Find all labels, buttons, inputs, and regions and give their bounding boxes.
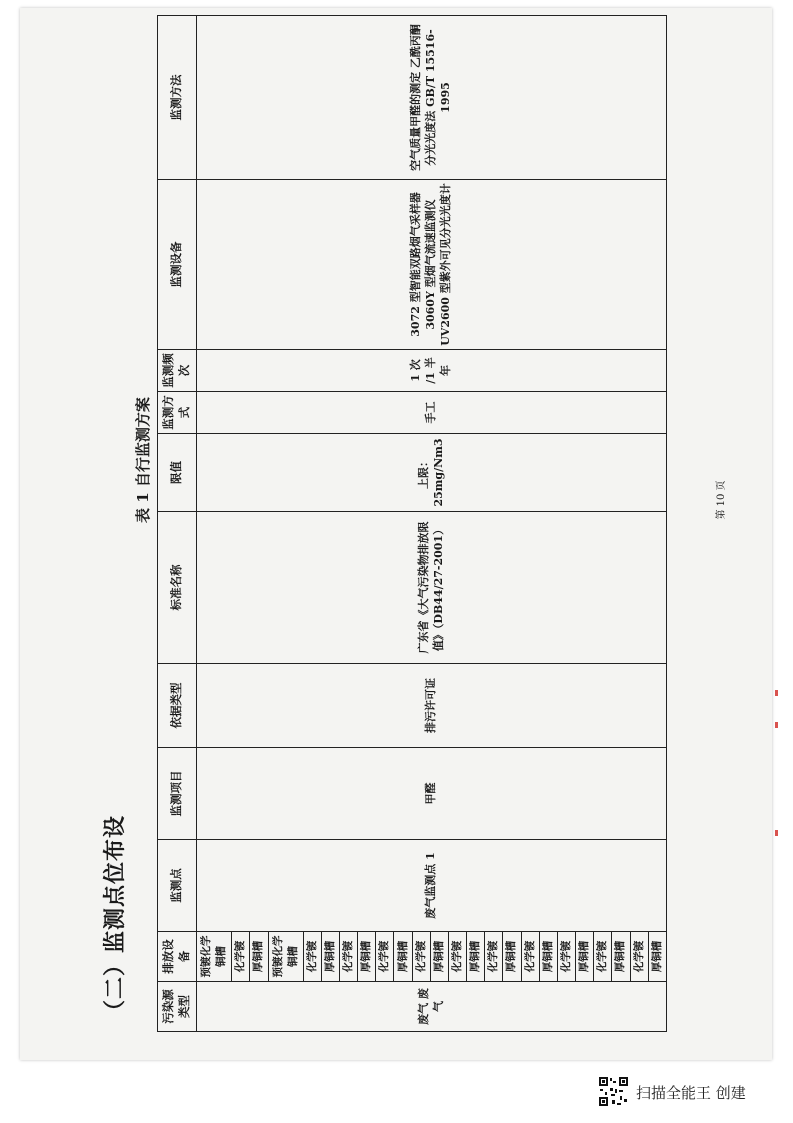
column-header: 监测频次 [158, 350, 197, 392]
equipment-item: 厚铜槽 [358, 932, 376, 982]
column-header: 标准名称 [158, 512, 197, 664]
qr-code-icon [598, 1076, 629, 1107]
method-cell: 空气质量甲醛的测定 乙酰丙酮分光光度法 GB/T 15516-1995 [197, 16, 667, 180]
equipment-item: 厚铜槽 [648, 932, 666, 982]
column-header: 依据类型 [158, 664, 197, 748]
equipment-item: 化学镀 [557, 932, 575, 982]
monitoring-plan-table [157, 15, 667, 1032]
table-row [197, 16, 232, 1032]
frequency-cell: 1 次 /1 半 年 [197, 350, 667, 392]
table-header-row [158, 16, 197, 1032]
equipment-item: 化学镀 [376, 932, 394, 982]
column-header: 排放设备 [158, 932, 197, 982]
equipment-item: 厚铜槽 [321, 932, 339, 982]
monitoring-item-cell: 甲醛 [197, 748, 667, 840]
rotated-content [20, 8, 772, 1060]
equipment-item: 厚铜槽 [612, 932, 630, 982]
equipment-item: 厚铜槽 [250, 932, 268, 982]
equipment-item: 预镀化学铜槽 [197, 932, 232, 982]
limit-cell: 上限： 25mg/Nm3 [197, 434, 667, 512]
column-header: 限值 [158, 434, 197, 512]
table-body [197, 16, 667, 1032]
column-header: 监测设备 [158, 180, 197, 350]
equipment-cell: 3072 型智能双路烟气采样器 3060Y 型烟气流速监测仪 UV2600 型紫外可见分光光度计 [197, 180, 667, 350]
equipment-item: 厚铜槽 [576, 932, 594, 982]
equipment-item: 预镀化学铜槽 [268, 932, 303, 982]
section-heading: （二）监测点位布设 [103, 814, 128, 1022]
equipment-item: 厚铜槽 [430, 932, 448, 982]
equipment-item: 化学镀 [303, 932, 321, 982]
scanned-page [20, 8, 772, 1060]
column-header: 监测项目 [158, 748, 197, 840]
monitoring-point-cell: 废气监测点 1 [197, 840, 667, 932]
equipment-item: 化学镀 [232, 932, 250, 982]
table-title: 表 1 自行监测方案 [134, 397, 152, 523]
page-number: 第 10 页 [716, 480, 727, 520]
equipment-item: 化学镀 [521, 932, 539, 982]
margin-mark [775, 830, 778, 836]
equipment-item: 厚铜槽 [394, 932, 412, 982]
equipment-item: 化学镀 [448, 932, 466, 982]
equipment-item: 化学镀 [340, 932, 358, 982]
column-header: 监测方法 [158, 16, 197, 180]
source-type-cell: 废气 废气 [197, 982, 667, 1032]
equipment-item: 化学镀 [485, 932, 503, 982]
margin-mark [775, 690, 778, 696]
equipment-item: 化学镀 [412, 932, 430, 982]
scanner-label: 扫描全能王 创建 [636, 1084, 746, 1102]
equipment-item: 化学镀 [594, 932, 612, 982]
equipment-item: 厚铜槽 [503, 932, 521, 982]
equipment-item: 厚铜槽 [539, 932, 557, 982]
column-header: 监测点 [158, 840, 197, 932]
column-header: 污染源类型 [158, 982, 197, 1032]
standard-name-cell: 广东省《大气污染物排放限值》（DB44/27-2001） [197, 512, 667, 664]
equipment-item: 厚铜槽 [467, 932, 485, 982]
margin-mark [775, 722, 778, 728]
column-header: 监测方式 [158, 392, 197, 434]
method-type-cell: 手工 [197, 392, 667, 434]
equipment-item: 化学镀 [630, 932, 648, 982]
basis-type-cell: 排污许可证 [197, 664, 667, 748]
